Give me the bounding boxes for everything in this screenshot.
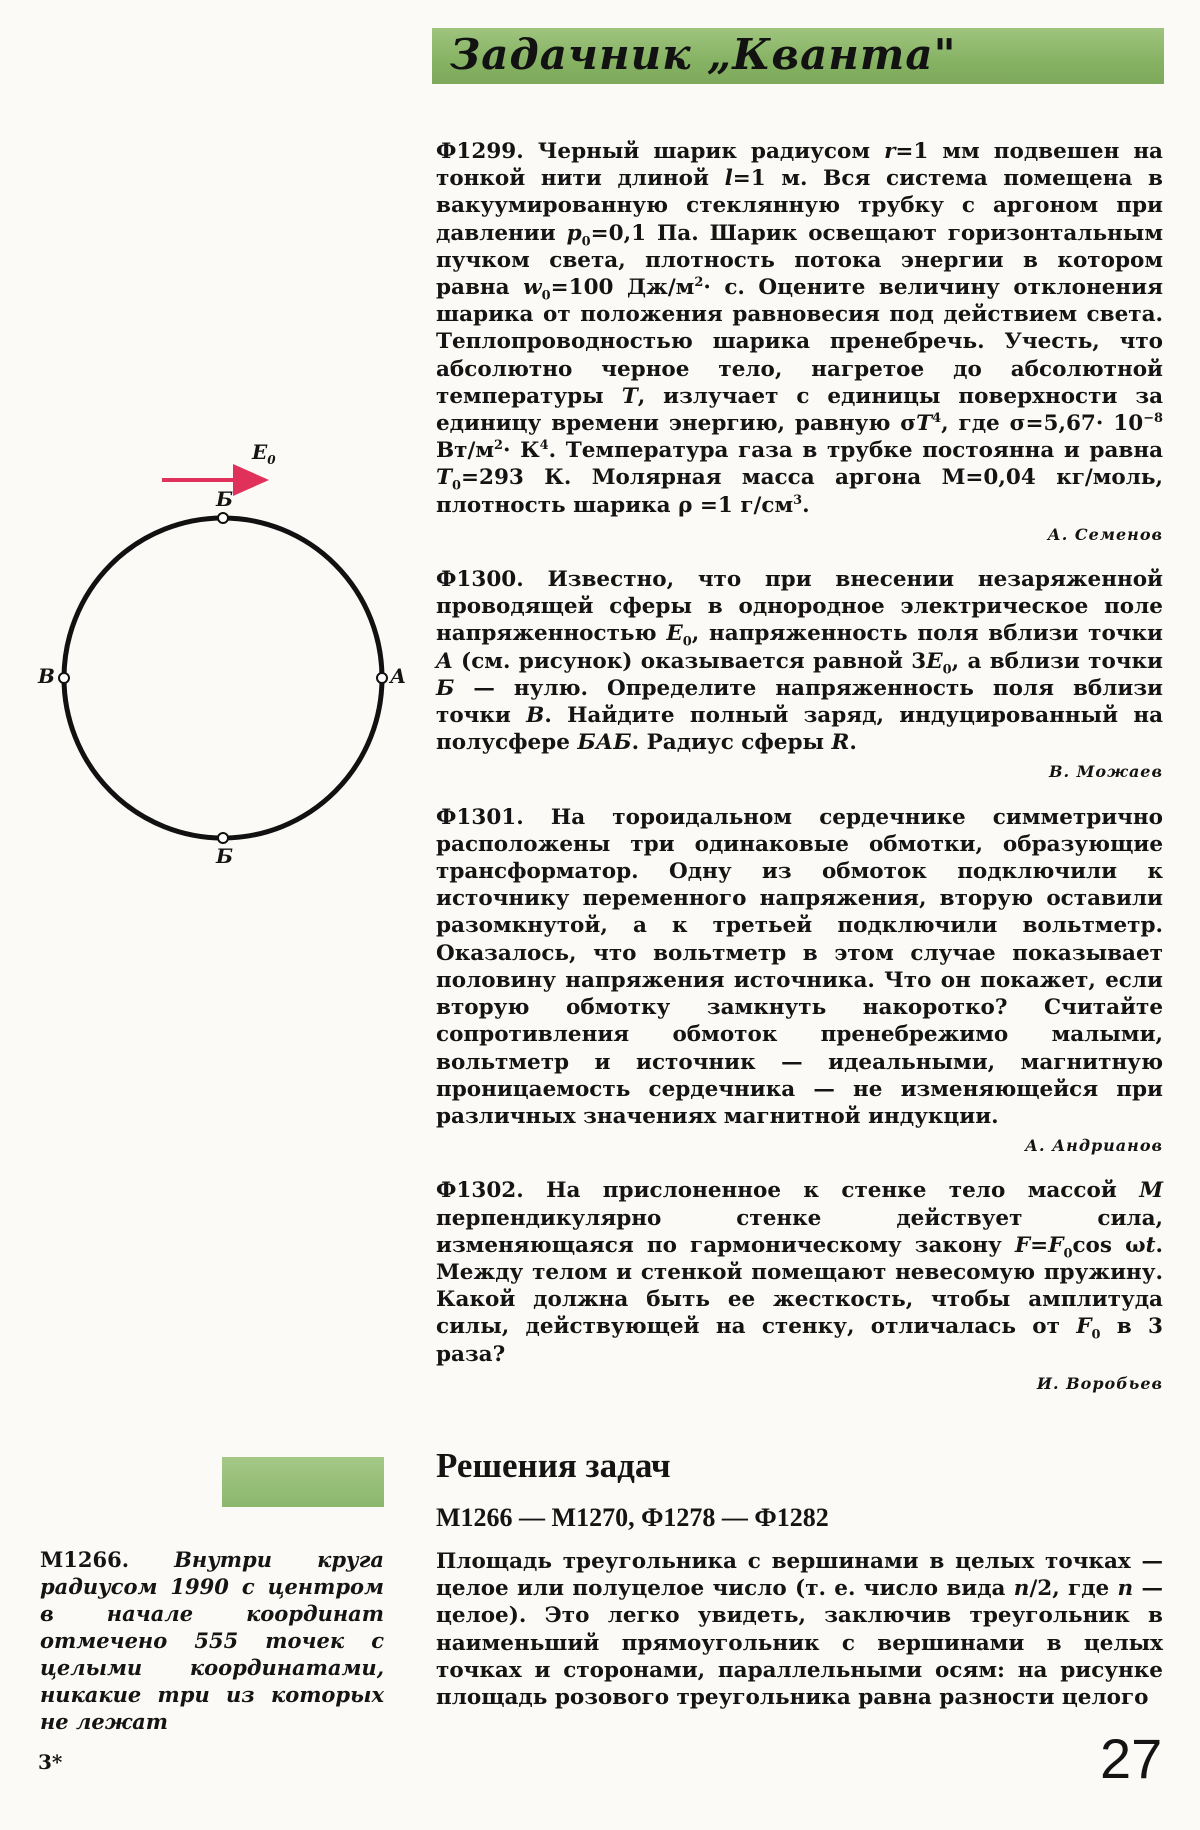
point-left: [59, 673, 69, 683]
point-right: [377, 673, 387, 683]
point-top-label: Б: [216, 487, 234, 511]
problem-number: Ф1299.: [436, 139, 524, 164]
sphere-circle: [64, 518, 382, 838]
solutions-subheading: М1266 — М1270, Ф1278 — Ф1282: [436, 1503, 829, 1532]
field-label: $E_0$: [252, 440, 276, 467]
section-banner: [432, 28, 1164, 84]
sphere-figure: [30, 440, 430, 870]
point-left-label: В: [38, 664, 55, 688]
point-bottom: [218, 833, 228, 843]
problem-f1300: Ф1300. Известно, что при внесении незаряженной проводящей сферы в однородное электрическое поле напряженностью $E_0$, напряженность поля вблизи точки A (см. рисунок) оказывается равной $3E_0$, а вблизи точки Б — нулю. Определите напряженность поля вблизи точки В. Найдите полный заряд, индуцированный на полусфере БАБ. Радиус сферы R. В. Можаев: [436, 566, 1163, 786]
signature-mark: 3*: [38, 1750, 63, 1774]
point-bottom-label: Б: [216, 844, 234, 868]
problem-author: А. Семенов: [1047, 524, 1163, 544]
page-number: 27: [1100, 1727, 1163, 1790]
side-problem-text: Внутри круга радиусом 1990 с центром в начале координат отмечено 555 точек с целыми координатами, никакие три из которых не лежат: [40, 1547, 384, 1734]
side-problem-m1266: [40, 1546, 384, 1735]
problem-author: А. Андрианов: [1024, 1136, 1163, 1156]
point-top: [218, 513, 228, 523]
side-problem-number: М1266.: [40, 1547, 130, 1572]
problem-f1301: [436, 804, 1163, 1160]
section-title: Задачник „Кванта": [450, 30, 957, 79]
solutions-heading: Решения задач: [436, 1446, 671, 1485]
problem-f1299: Ф1299. Черный шарик радиусом r=1 мм подвешен на тонкой нити длиной l=1 м. Вся система помещена в вакуумированную стеклянную трубку с аргоном при давлении $p_0=0,1$ Па. Шарик освещают горизонтальным пучком света, плотность потока энергии в котором равна $w_0=100$ $Дж/м^2\cdot с$. Оцените величину отклонения шарика от положения равновесия под действием света. Теплопроводностью шарика пренебречь. Учесть, что абсолютно черное тело, нагретое до абсолютной температуры T, излучает с единицы поверхности за единицу времени энергию, равную $\sigma T^4$, где $\sigma=5,67\cdot 10^{-8}$ $Вт/м^2\cdot К^4$. Температура газа в трубке постоянна и равна $T_0=293$ К. Молярная масса аргона M=0,04 кг/моль, плотность шарика ρ =1 $г/см^3$. А. Семенов: [436, 138, 1163, 548]
problem-f1302: Ф1302. На прислоненное к стенке тело массой M перпендикулярно стенке действует сила, изменяющаяся по гармоническому закону $F=F_0\cos$ ωt. Между телом и стенкой помещают невесомую пружину. Какой должна быть ее жесткость, чтобы амплитуда силы, действующей на стенку, отличалась от $F_0$ в 3 раза? И. Воробьев: [436, 1177, 1163, 1397]
point-right-label: А: [390, 664, 407, 688]
problem-number: Ф1301.: [436, 804, 524, 830]
side-green-block: [222, 1457, 384, 1507]
problem-number: Ф1302.: [436, 1178, 524, 1204]
solutions-text: Площадь треугольника с вершинами в целых точках — целое или полуцелое число (т. е. число вида n/2, где n — целое). Это легко увидеть, заключив треугольник в наименьший прямоугольник с вершинами в целых точках и сторонами, параллельными осям: на рисунке площадь розового треугольника равна разности целого: [436, 1549, 1163, 1711]
problem-number: Ф1300.: [436, 567, 524, 593]
problem-author: И. Воробьев: [1036, 1373, 1163, 1393]
problems-column: [436, 138, 1163, 1415]
problem-text: На тороидальном сердечнике симметрично расположены три одинаковые обмотки, образующие трансформатор. Одну из обмоток подключили к источнику переменного напряжения, вторую оставили разомкнутой, а к третьей подключили вольтметр. Оказалось, что вольтметр в этом случае показывает половину напряжения источника. Что он покажет, если вторую обмотку замкнуть накоротко? Считайте сопротивления обмоток пренебрежимо малыми, вольтметр и источник — идеальными, магнитную проницаемость сердечника — не изменяющейся при различных значениях магнитной индукции.: [436, 804, 1163, 1129]
problem-author: В. Можаев: [1049, 762, 1163, 782]
